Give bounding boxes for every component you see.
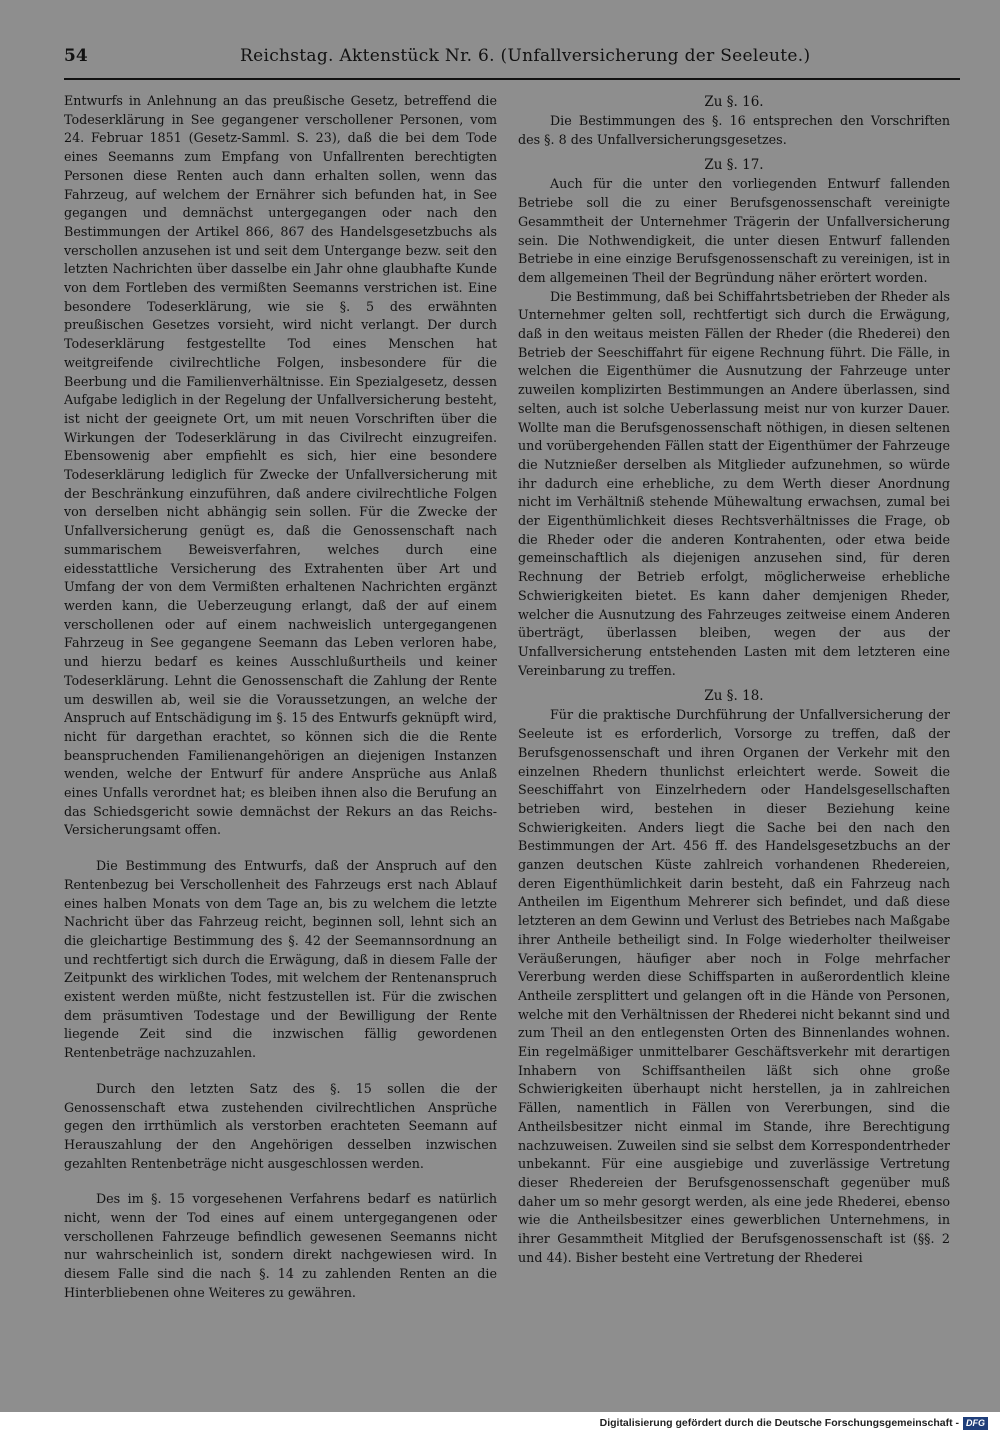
digitization-credit (600, 1416, 988, 1430)
page-title: Reichstag. Aktenstück Nr. 6. (Unfallversicherung der Seeleute.) (240, 46, 811, 66)
page-header (64, 44, 960, 74)
paragraph: Für die praktische Durchführung der Unfallversicherung der Seeleute ist es erforderlich, Vorsorge zu treffen, daß der Berufsgenossenschaft und ihren Organen der Verkehr mit den einzelnen Rhedern thunlichst erleichtert werde. Soweit die Seeschiffahrt von Einzelrhedern oder Handelsgesellschaften betrieben wird, bestehen in dieser Beziehung keine Schwierigkeiten. Anders liegt die Sache bei den nach den Bestimmungen der Art. 456 ff. des Handelsgesetzbuchs an der ganzen deutschen Küste zahlreich vorhandenen Rhedereien, deren Eigenthümlichkeit darin besteht, daß ein Fahrzeug nach Antheilen im Eigenthum Mehrerer sich befindet, und daß diese letzteren an dem Gewinn und Verlust des Betriebes nach Maßgabe ihrer Antheile betheiligt sind. In Folge wiederholter theilweiser Veräußerungen, häufiger aber noch in Folge mehrfacher Vererbung werden diese Schiffsparten in außerordentlich kleine Antheile zersplittert und gelangen oft in die Hände von Personen, welche mit den Verhältnissen der Rhederei nicht bekannt sind und zum Theil an den entlegensten Orten des Binnenlandes wohnen. Ein regelmäßiger unmittelbarer Geschäftsverkehr mit derartigen Inhabern von Schiffsantheilen läßt sich ohne große Schwierigkeiten überhaupt nicht herstellen, ja in zahlreichen Fällen, namentlich in Fällen von Vererbungen, sind die Antheilsbesitzer nicht einmal im Stande, ihre Berechtigung nachzuweisen. Zuweilen sind sie selbst dem Korrespondentrheder unbekannt. Für eine ausgiebige und zuverlässige Vertretung dieser Rhedereien der Berufsgenossenschaft gegenüber muß daher um so mehr gesorgt werden, als eine jede Rhederei, ebenso wie die Antheilsbesitzer eines gewerblichen Unternehmens, in ihrer Gesammtheit Mitglied der Berufsgenossenschaft ist (§§. 2 und 44). Bisher besteht eine Vertretung der Rhederei (518, 707, 950, 1265)
paragraph: Entwurfs in Anlehnung an das preußische Gesetz, betreffend die Todeserklärung in See gegangener verschollener Personen, vom 24. Februar 1851 (Gesetz-Samml. S. 23), daß die bei dem Tode eines Seemanns zum Empfang von Unfallrenten berechtigten Personen diese Renten auch dann erhalten sollen, wenn das Fahrzeug, auf welchem der Ernährer sich befunden hat, in See gegangen und demnächst untergegangen oder nach den Bestimmungen der Artikel 866, 867 des Handelsgesetzbuchs als verschollen anzusehen ist und seit dem Untergange bezw. seit den letzten Nachrichten über dasselbe ein Jahr ohne glaubhafte Kunde von dem Fortleben des vermißten Seemanns verstrichen ist. Eine besondere Todeserklärung, wie sie §. 5 des erwähnten preußischen Gesetzes vorsieht, wird nicht verlangt. Der durch Todeserklärung festgestellte Tod eines Menschen hat weitgreifende civilrechtliche Folgen, insbesondere für die Beerbung und die Familienverhältnisse. Ein Spezialgesetz, dessen Aufgabe lediglich in der Regelung der Unfallversicherung besteht, ist nicht der geeignete Ort, um mit neuen Vorschriften über die Wirkungen der Todeserklärung in das Civilrecht einzugreifen. Ebensowenig aber empfiehlt es sich, hier eine besondere Todeserklärung lediglich für Zwecke der Unfallversicherung mit der Beschränkung einzuführen, daß andere civilrechtliche Folgen von derselben nicht abhängig sein sollen. Für die Zwecke der Unfallversicherung genügt es, daß die Genossenschaft nach summarischem Beweisverfahren, welches durch eine eidesstattliche Versicherung des Extrahenten über Art und Umfang der von dem Vermißten erhaltenen Nachrichten ergänzt werden kann, die Ueberzeugung erlangt, daß der auf einem verschollenen oder auf einem nachweislich untergegangenen Fahrzeug in See gegangene Seemann das Leben verloren habe, und hierzu bedarf es keines Ausschlußurtheils und keiner Todeserklärung. Lehnt die Genossenschaft die Zahlung der Rente um deswillen ab, weil sie die Voraussetzungen, an welche der Anspruch auf Entschädigung im §. 15 des Entwurfs geknüpft wird, nicht für dargethan erachtet, so können sich die die Rente beanspruchenden Familienangehörigen an diejenigen Instanzen wenden, welche der Entwurf für andere Ansprüche aus Anlaß eines Unfalls verordnet hat; es bleiben ihnen also die Berufung an das Schiedsgericht sowie demnächst der Rekurs an das Reichs-Versicherungsamt offen. (64, 93, 497, 838)
paragraph: Die Bestimmung des Entwurfs, daß der Anspruch auf den Rentenbezug bei Verschollenheit des Fahrzeugs erst nach Ablauf eines halben Monats von dem Tage an, bis zu welchem die letzte Nachricht über das Fahrzeug reicht, beginnen soll, lehnt sich an die gleichartige Bestimmung des §. 42 der Seemannsordnung an und rechtfertigt sich durch die Erwägung, daß in diesem Falle der Zeitpunkt des wirklichen Todes, mit welchem der Rentenanspruch existent werden müßte, nicht festzustellen ist. Für die zwischen dem präsumtiven Todestage und der Bewilligung der Rente liegende Zeit sind die inzwischen fällig gewordenen Rentenbeträge nachzuzahlen. (64, 858, 497, 1061)
page-number: 54 (64, 46, 88, 66)
paragraph: Durch den letzten Satz des §. 15 sollen die der Genossenschaft etwa zustehenden civilrechtlichen Ansprüche gegen den irrthümlich als verstorben erachteten Seemann auf Herauszahlung der den Angehörigen desselben inzwischen gezahlten Rentenbeträge nicht ausgeschlossen werden. (64, 1080, 497, 1171)
section-heading-17: Zu §. 17. (704, 157, 764, 174)
paragraph: Die Bestimmung, daß bei Schiffahrtsbetrieben der Rheder als Unternehmer gelten soll, rechtfertigt sich durch die Erwägung, daß in den weitaus meisten Fällen der Rheder (die Rhederei) den Betrieb der Seeschiffahrt für eigene Rechnung führt. Die Fälle, in welchen die Eigenthümer die Ausnutzung der Fahrzeuge unter zuweilen komplizirten Bestimmungen an Andere überlassen, sind selten, auch ist solche Ueberlassung meist nur von kurzer Dauer. Wollte man die Berufsgenossenschaft nöthigen, in diesen seltenen und vorübergehenden Fällen statt der Eigenthümer der Fahrzeuge die Nutznießer derselben als Mitglieder aufzunehmen, so würde ihr dadurch eine erhebliche, zu dem Werth dieser Anordnung nicht im Verhältniß stehende Mühewaltung erwachsen, zumal bei der Eigenthümlichkeit dieses Rechtsverhältnisses die Frage, ob die Rheder oder die anderen Kontrahenten, oder etwa beide gemeinschaftlich als diejenigen anzusehen sind, für deren Rechnung der Betrieb erfolgt, möglicherweise erhebliche Schwierigkeiten bietet. Es kann daher demjenigen Rheder, welcher die Ausnutzung des Fahrzeuges zeitweise einem Anderen überträgt, überlassen bleiben, wegen der aus der Unfallversicherung entstehenden Lasten mit dem letzteren eine Vereinbarung zu treffen. (518, 288, 950, 678)
credit-text: Digitalisierung gefördert durch die Deutsche Forschungsgemeinschaft - (599, 1417, 959, 1429)
paragraph: Die Bestimmungen des §. 16 entsprechen den Vorschriften des §. 8 des Unfallversicherungsgesetzes. (518, 113, 950, 147)
left-column (64, 92, 497, 1332)
section-heading-16: Zu §. 16. (704, 94, 764, 110)
section-heading-18: Zu §. 18. (704, 688, 764, 705)
header-rule (64, 78, 960, 80)
right-column (518, 92, 950, 1347)
paragraph: Auch für die unter den vorliegenden Entwurf fallenden Betriebe soll die zu einer Berufsgenossenschaft vereinigte Gesammtheit der Unternehmer Trägerin der Unfallversicherung sein. Die Nothwendigkeit, die unter diesen Entwurf fallenden Betriebe in eine einzige Berufsgenossenschaft zu vereinigen, ist in dem allgemeinen Theil der Begründung näher erörtert worden. (518, 176, 950, 285)
paragraph: Des im §. 15 vorgesehenen Verfahrens bedarf es natürlich nicht, wenn der Tod eines auf einem untergegangenen oder verschollenen Fahrzeuge befindlich gewesenen Seemanns nicht nur wahrscheinlich ist, sondern direkt nachgewiesen wird. In diesem Falle sind die nach §. 14 zu zahlenden Renten an die Hinterbliebenen ohne Weiteres zu gewähren. (64, 1191, 497, 1300)
dfg-logo: DFG (963, 1417, 988, 1430)
